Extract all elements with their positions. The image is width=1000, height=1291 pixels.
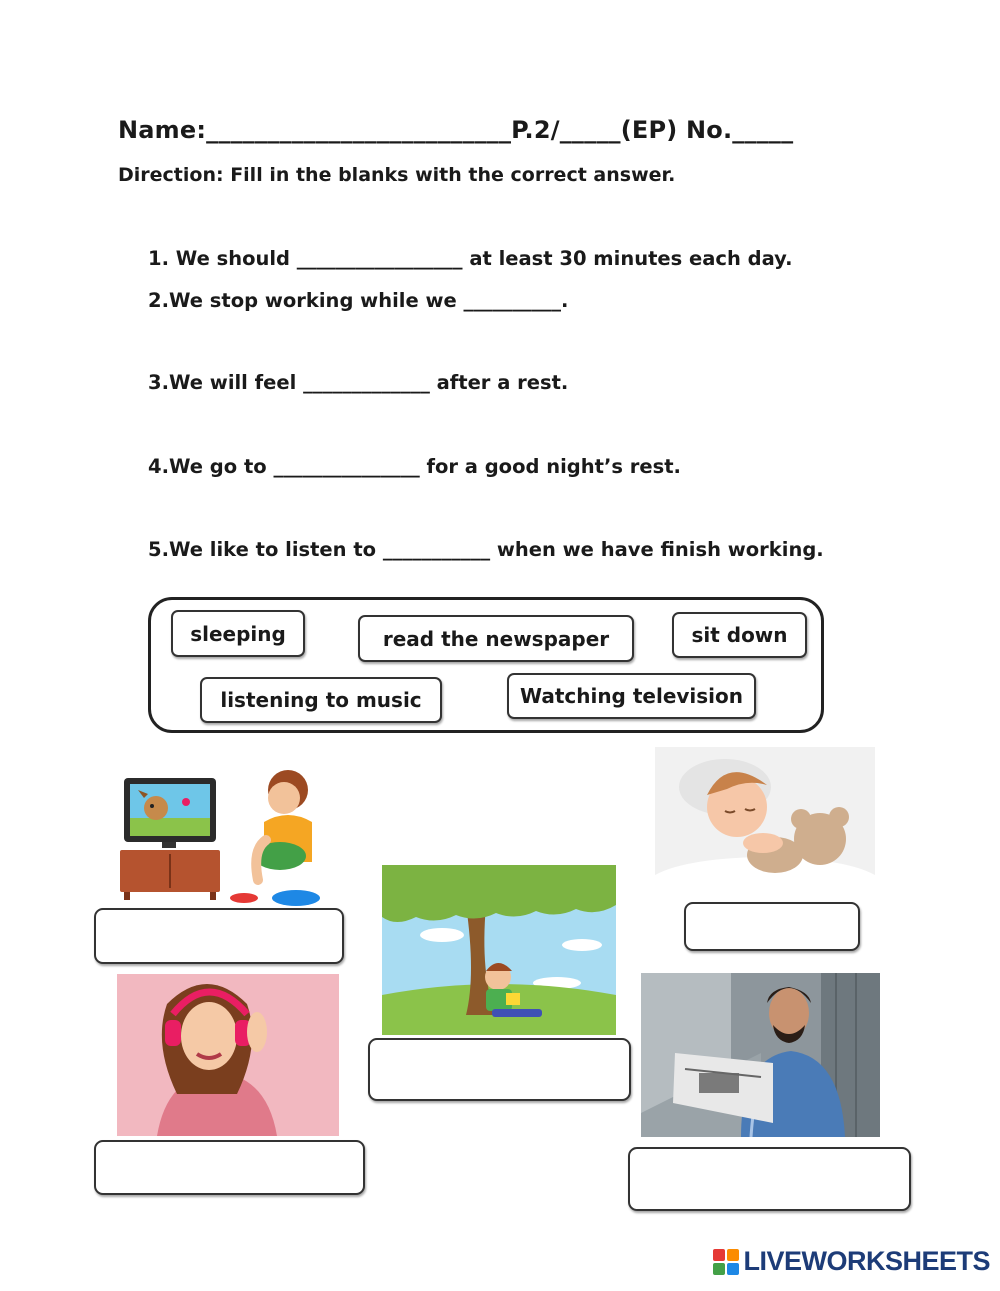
word-chip-read-newspaper[interactable]: read the newspaper (358, 615, 634, 662)
word-chip-sleeping[interactable]: sleeping (171, 610, 305, 657)
question-2: 2.We stop working while we __________. (148, 289, 569, 312)
direction-text: Direction: Fill in the blanks with the correct answer. (118, 164, 676, 186)
child-watching-tv-icon (116, 766, 326, 908)
answer-box-4[interactable] (94, 1140, 365, 1195)
sleeping-child-icon (655, 747, 875, 897)
answer-box-1[interactable] (94, 908, 344, 964)
woman-with-headphones-icon (117, 974, 339, 1136)
answer-box-3[interactable] (684, 902, 860, 951)
liveworksheets-logo (713, 1246, 990, 1277)
name-line: Name:_________________________P.2/_____(EP) No._____ (118, 116, 794, 144)
liveworksheets-logo-icon (713, 1249, 739, 1275)
question-1: 1. We should _________________ at least 30 minutes each day. (148, 247, 793, 270)
answer-box-2[interactable] (368, 1038, 631, 1101)
man-reading-newspaper-icon (641, 973, 880, 1137)
word-chip-watching-television[interactable]: Watching television (507, 673, 756, 719)
brand-name: LIVEWORKSHEETS (743, 1246, 990, 1276)
word-chip-sit-down[interactable]: sit down (672, 612, 807, 658)
word-chip-listening-to-music[interactable]: listening to music (200, 677, 442, 723)
question-5: 5.We like to listen to ___________ when we have finish working. (148, 538, 824, 561)
question-4: 4.We go to _______________ for a good night’s rest. (148, 455, 681, 478)
child-reading-under-tree-icon (382, 865, 616, 1035)
question-3: 3.We will feel _____________ after a rest. (148, 371, 569, 394)
answer-box-5[interactable] (628, 1147, 911, 1211)
